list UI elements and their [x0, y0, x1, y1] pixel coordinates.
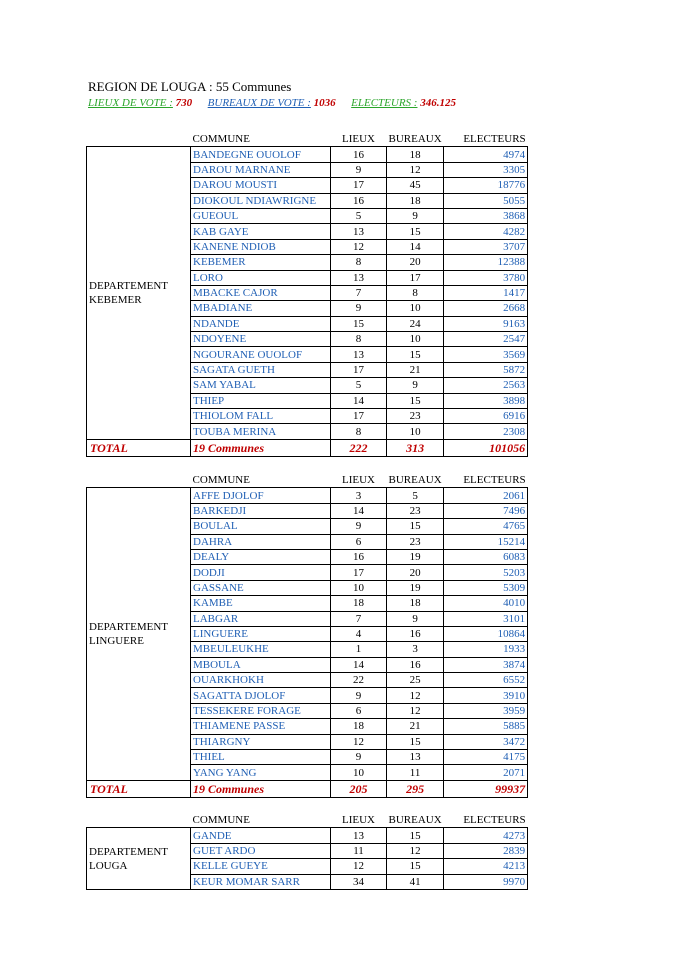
lieux-cell: 13: [331, 270, 387, 285]
lieux-de-vote-value: 730: [175, 97, 193, 109]
electeurs-cell: 4175: [444, 750, 528, 765]
electeurs-cell: 4765: [444, 519, 528, 534]
commune-cell: THIARGNY: [191, 734, 331, 749]
bureaux-cell: 9: [387, 378, 444, 393]
commune-cell: MBEULEUKHE: [191, 642, 331, 657]
electeurs-value: 346.125: [420, 97, 456, 109]
commune-cell: MBOULA: [191, 657, 331, 672]
electeurs-cell: 4282: [444, 224, 528, 239]
commune-cell: DEALY: [191, 549, 331, 564]
lieux-cell: 5: [331, 208, 387, 223]
bureaux-cell: 20: [387, 565, 444, 580]
bureaux-cell: 17: [387, 270, 444, 285]
bureaux-cell: 12: [387, 162, 444, 177]
electeurs-cell: 2668: [444, 301, 528, 316]
commune-cell: DAHRA: [191, 534, 331, 549]
lieux-cell: 17: [331, 565, 387, 580]
commune-cell: NDOYENE: [191, 332, 331, 347]
electeurs-cell: 15214: [444, 534, 528, 549]
electeurs-cell: 6083: [444, 549, 528, 564]
bureaux-cell: 21: [387, 719, 444, 734]
header-commune: COMMUNE: [192, 814, 250, 827]
commune-cell: THIEL: [191, 750, 331, 765]
commune-cell: NGOURANE OUOLOF: [191, 347, 331, 362]
bureaux-cell: 8: [387, 285, 444, 300]
header-lieux: LIEUX: [342, 814, 375, 827]
electeurs-cell: 5885: [444, 719, 528, 734]
lieux-cell: 9: [331, 519, 387, 534]
electeurs-cell: 10864: [444, 626, 528, 641]
lieux-cell: 17: [331, 409, 387, 424]
lieux-cell: 8: [331, 255, 387, 270]
lieux-cell: 17: [331, 362, 387, 377]
lieux-cell: 7: [331, 611, 387, 626]
lieux-cell: 16: [331, 147, 387, 162]
lieux-cell: 9: [331, 688, 387, 703]
lieux-cell: 18: [331, 719, 387, 734]
table-header-row: [87, 813, 528, 828]
electeurs-cell: 3707: [444, 239, 528, 254]
lieux-cell: 11: [331, 843, 387, 858]
lieux-cell: 13: [331, 828, 387, 843]
total-bureaux: 313: [387, 439, 444, 456]
bureaux-cell: 18: [387, 147, 444, 162]
header-blank: [87, 473, 191, 488]
commune-cell: GASSANE: [191, 580, 331, 595]
bureaux-cell: 23: [387, 534, 444, 549]
bureaux-cell: 15: [387, 828, 444, 843]
lieux-cell: 10: [331, 765, 387, 780]
electeurs-cell: 3472: [444, 734, 528, 749]
department-label: DEPARTEMENT: [89, 280, 168, 293]
electeurs-cell: 1417: [444, 285, 528, 300]
bureaux-cell: 14: [387, 239, 444, 254]
commune-cell: THIAMENE PASSE: [191, 719, 331, 734]
total-communes: 19 Communes: [191, 780, 331, 797]
header-bureaux: BUREAUX: [388, 474, 442, 487]
bureaux-cell: 10: [387, 424, 444, 439]
bureaux-cell: 9: [387, 208, 444, 223]
electeurs-cell: 5309: [444, 580, 528, 595]
lieux-cell: 9: [331, 162, 387, 177]
lieux-cell: 22: [331, 673, 387, 688]
total-lieux: 222: [331, 439, 387, 456]
total-row: [87, 780, 528, 797]
electeurs-cell: 9970: [444, 874, 528, 889]
lieux-cell: 5: [331, 378, 387, 393]
lieux-cell: 13: [331, 347, 387, 362]
bureaux-cell: 5: [387, 488, 444, 503]
header-electeurs: ELECTEURS: [463, 814, 526, 827]
bureaux-cell: 25: [387, 673, 444, 688]
electeurs-cell: 18776: [444, 178, 528, 193]
bureaux-cell: 15: [387, 519, 444, 534]
lieux-cell: 10: [331, 580, 387, 595]
bureaux-cell: 16: [387, 626, 444, 641]
bureaux-cell: 10: [387, 332, 444, 347]
electeurs-cell: 7496: [444, 503, 528, 518]
electeurs-cell: 2061: [444, 488, 528, 503]
electeurs-cell: 3868: [444, 208, 528, 223]
bureaux-cell: 23: [387, 409, 444, 424]
lieux-cell: 16: [331, 193, 387, 208]
bureaux-cell: 13: [387, 750, 444, 765]
lieux-cell: 18: [331, 596, 387, 611]
lieux-cell: 8: [331, 424, 387, 439]
lieux-cell: 9: [331, 750, 387, 765]
lieux-cell: 7: [331, 285, 387, 300]
commune-cell: BOULAL: [191, 519, 331, 534]
electeurs-cell: 3959: [444, 703, 528, 718]
electeurs-cell: 5203: [444, 565, 528, 580]
electeurs-cell: 1933: [444, 642, 528, 657]
lieux-cell: 4: [331, 626, 387, 641]
bureaux-cell: 15: [387, 224, 444, 239]
commune-cell: LINGUERE: [191, 626, 331, 641]
lieux-cell: 1: [331, 642, 387, 657]
lieux-cell: 12: [331, 239, 387, 254]
header-lieux: LIEUX: [342, 133, 375, 146]
bureaux-cell: 21: [387, 362, 444, 377]
total-bureaux: 295: [387, 780, 444, 797]
table-row: [87, 488, 528, 503]
lieux-cell: 14: [331, 503, 387, 518]
lieux-cell: 9: [331, 301, 387, 316]
department-title: LINGUERE: [89, 635, 144, 648]
lieux-cell: 6: [331, 703, 387, 718]
region-summary: [88, 97, 456, 109]
commune-cell: GANDE: [191, 828, 331, 843]
commune-cell: DIOKOUL NDIAWRIGNE: [191, 193, 331, 208]
lieux-cell: 17: [331, 178, 387, 193]
commune-cell: KEUR MOMAR SARR: [191, 874, 331, 889]
total-label: TOTAL: [87, 780, 191, 797]
electeurs-cell: 2308: [444, 424, 528, 439]
commune-cell: MBACKE CAJOR: [191, 285, 331, 300]
bureaux-cell: 18: [387, 193, 444, 208]
header-blank: [87, 132, 191, 147]
bureaux-cell: 20: [387, 255, 444, 270]
table-header-row: [87, 132, 528, 147]
total-label: TOTAL: [87, 439, 191, 456]
commune-cell: KANENE NDIOB: [191, 239, 331, 254]
commune-cell: KAMBE: [191, 596, 331, 611]
bureaux-cell: 15: [387, 347, 444, 362]
table-header-row: [87, 473, 528, 488]
lieux-cell: 14: [331, 393, 387, 408]
department-table: [86, 473, 528, 798]
commune-cell: THIEP: [191, 393, 331, 408]
lieux-de-vote-label: LIEUX DE VOTE :: [88, 97, 173, 109]
bureaux-de-vote-value: 1036: [313, 97, 336, 109]
commune-cell: DAROU MOUSTI: [191, 178, 331, 193]
electeurs-cell: 3305: [444, 162, 528, 177]
commune-cell: DODJI: [191, 565, 331, 580]
department-title: KEBEMER: [89, 294, 142, 307]
total-electeurs: 101056: [444, 439, 528, 456]
electeurs-cell: 4273: [444, 828, 528, 843]
bureaux-cell: 3: [387, 642, 444, 657]
electeurs-cell: 9163: [444, 316, 528, 331]
department-label: DEPARTEMENT: [89, 845, 168, 858]
commune-cell: BANDEGNE OUOLOF: [191, 147, 331, 162]
bureaux-cell: 41: [387, 874, 444, 889]
electeurs-cell: 3874: [444, 657, 528, 672]
total-communes: 19 Communes: [191, 439, 331, 456]
commune-cell: BARKEDJI: [191, 503, 331, 518]
electeurs-cell: 6916: [444, 409, 528, 424]
lieux-cell: 14: [331, 657, 387, 672]
bureaux-cell: 15: [387, 859, 444, 874]
lieux-cell: 13: [331, 224, 387, 239]
department-name: [87, 147, 191, 439]
total-electeurs: 99937: [444, 780, 528, 797]
total-row: [87, 439, 528, 456]
bureaux-cell: 12: [387, 843, 444, 858]
bureaux-cell: 12: [387, 703, 444, 718]
electeurs-cell: 5872: [444, 362, 528, 377]
commune-cell: KEBEMER: [191, 255, 331, 270]
header-commune: COMMUNE: [192, 474, 250, 487]
bureaux-cell: 10: [387, 301, 444, 316]
electeurs-cell: 4010: [444, 596, 528, 611]
electeurs-cell: 4974: [444, 147, 528, 162]
lieux-cell: 3: [331, 488, 387, 503]
department-title: LOUGA: [89, 859, 128, 872]
header-bureaux: BUREAUX: [388, 814, 442, 827]
commune-cell: AFFE DJOLOF: [191, 488, 331, 503]
table-row: [87, 147, 528, 162]
electeurs-cell: 3569: [444, 347, 528, 362]
lieux-cell: 16: [331, 549, 387, 564]
commune-cell: GUET ARDO: [191, 843, 331, 858]
bureaux-cell: 16: [387, 657, 444, 672]
bureaux-cell: 19: [387, 549, 444, 564]
header-blank: [87, 813, 191, 828]
electeurs-cell: 3910: [444, 688, 528, 703]
bureaux-cell: 15: [387, 393, 444, 408]
header-bureaux: BUREAUX: [388, 133, 442, 146]
commune-cell: LABGAR: [191, 611, 331, 626]
commune-cell: THIOLOM FALL: [191, 409, 331, 424]
commune-cell: GUEOUL: [191, 208, 331, 223]
header-lieux: LIEUX: [342, 474, 375, 487]
bureaux-cell: 9: [387, 611, 444, 626]
total-lieux: 205: [331, 780, 387, 797]
electeurs-cell: 2547: [444, 332, 528, 347]
commune-cell: KAB GAYE: [191, 224, 331, 239]
commune-cell: SAGATA GUETH: [191, 362, 331, 377]
lieux-cell: 12: [331, 734, 387, 749]
bureaux-cell: 12: [387, 688, 444, 703]
commune-cell: OUARKHOKH: [191, 673, 331, 688]
header-commune: COMMUNE: [192, 133, 250, 146]
bureaux-cell: 19: [387, 580, 444, 595]
department-table: [86, 813, 528, 890]
electeurs-cell: 6552: [444, 673, 528, 688]
electeurs-cell: 5055: [444, 193, 528, 208]
lieux-cell: 15: [331, 316, 387, 331]
bureaux-cell: 18: [387, 596, 444, 611]
commune-cell: MBADIANE: [191, 301, 331, 316]
lieux-cell: 34: [331, 874, 387, 889]
electeurs-cell: 12388: [444, 255, 528, 270]
region-title: REGION DE LOUGA : 55 Communes: [88, 79, 292, 94]
lieux-cell: 8: [331, 332, 387, 347]
electeurs-cell: 2071: [444, 765, 528, 780]
commune-cell: NDANDE: [191, 316, 331, 331]
bureaux-cell: 15: [387, 734, 444, 749]
header-electeurs: ELECTEURS: [463, 474, 526, 487]
bureaux-de-vote-label: BUREAUX DE VOTE :: [207, 97, 311, 109]
electeurs-cell: 2563: [444, 378, 528, 393]
table-row: [87, 828, 528, 843]
bureaux-cell: 11: [387, 765, 444, 780]
commune-cell: DAROU MARNANE: [191, 162, 331, 177]
electeurs-cell: 3101: [444, 611, 528, 626]
bureaux-cell: 45: [387, 178, 444, 193]
electeurs-cell: 2839: [444, 843, 528, 858]
department-label: DEPARTEMENT: [89, 621, 168, 634]
electeurs-cell: 3780: [444, 270, 528, 285]
electeurs-cell: 3898: [444, 393, 528, 408]
bureaux-cell: 24: [387, 316, 444, 331]
department-name: [87, 488, 191, 780]
commune-cell: TOUBA MERINA: [191, 424, 331, 439]
lieux-cell: 12: [331, 859, 387, 874]
lieux-cell: 6: [331, 534, 387, 549]
bureaux-cell: 23: [387, 503, 444, 518]
commune-cell: SAGATTA DJOLOF: [191, 688, 331, 703]
commune-cell: YANG YANG: [191, 765, 331, 780]
commune-cell: TESSEKERE FORAGE: [191, 703, 331, 718]
commune-cell: SAM YABAL: [191, 378, 331, 393]
department-table: [86, 132, 528, 457]
commune-cell: KELLE GUEYE: [191, 859, 331, 874]
electeurs-cell: 4213: [444, 859, 528, 874]
department-name: [87, 828, 191, 890]
header-electeurs: ELECTEURS: [463, 133, 526, 146]
electeurs-label: ELECTEURS :: [351, 97, 418, 109]
commune-cell: LORO: [191, 270, 331, 285]
